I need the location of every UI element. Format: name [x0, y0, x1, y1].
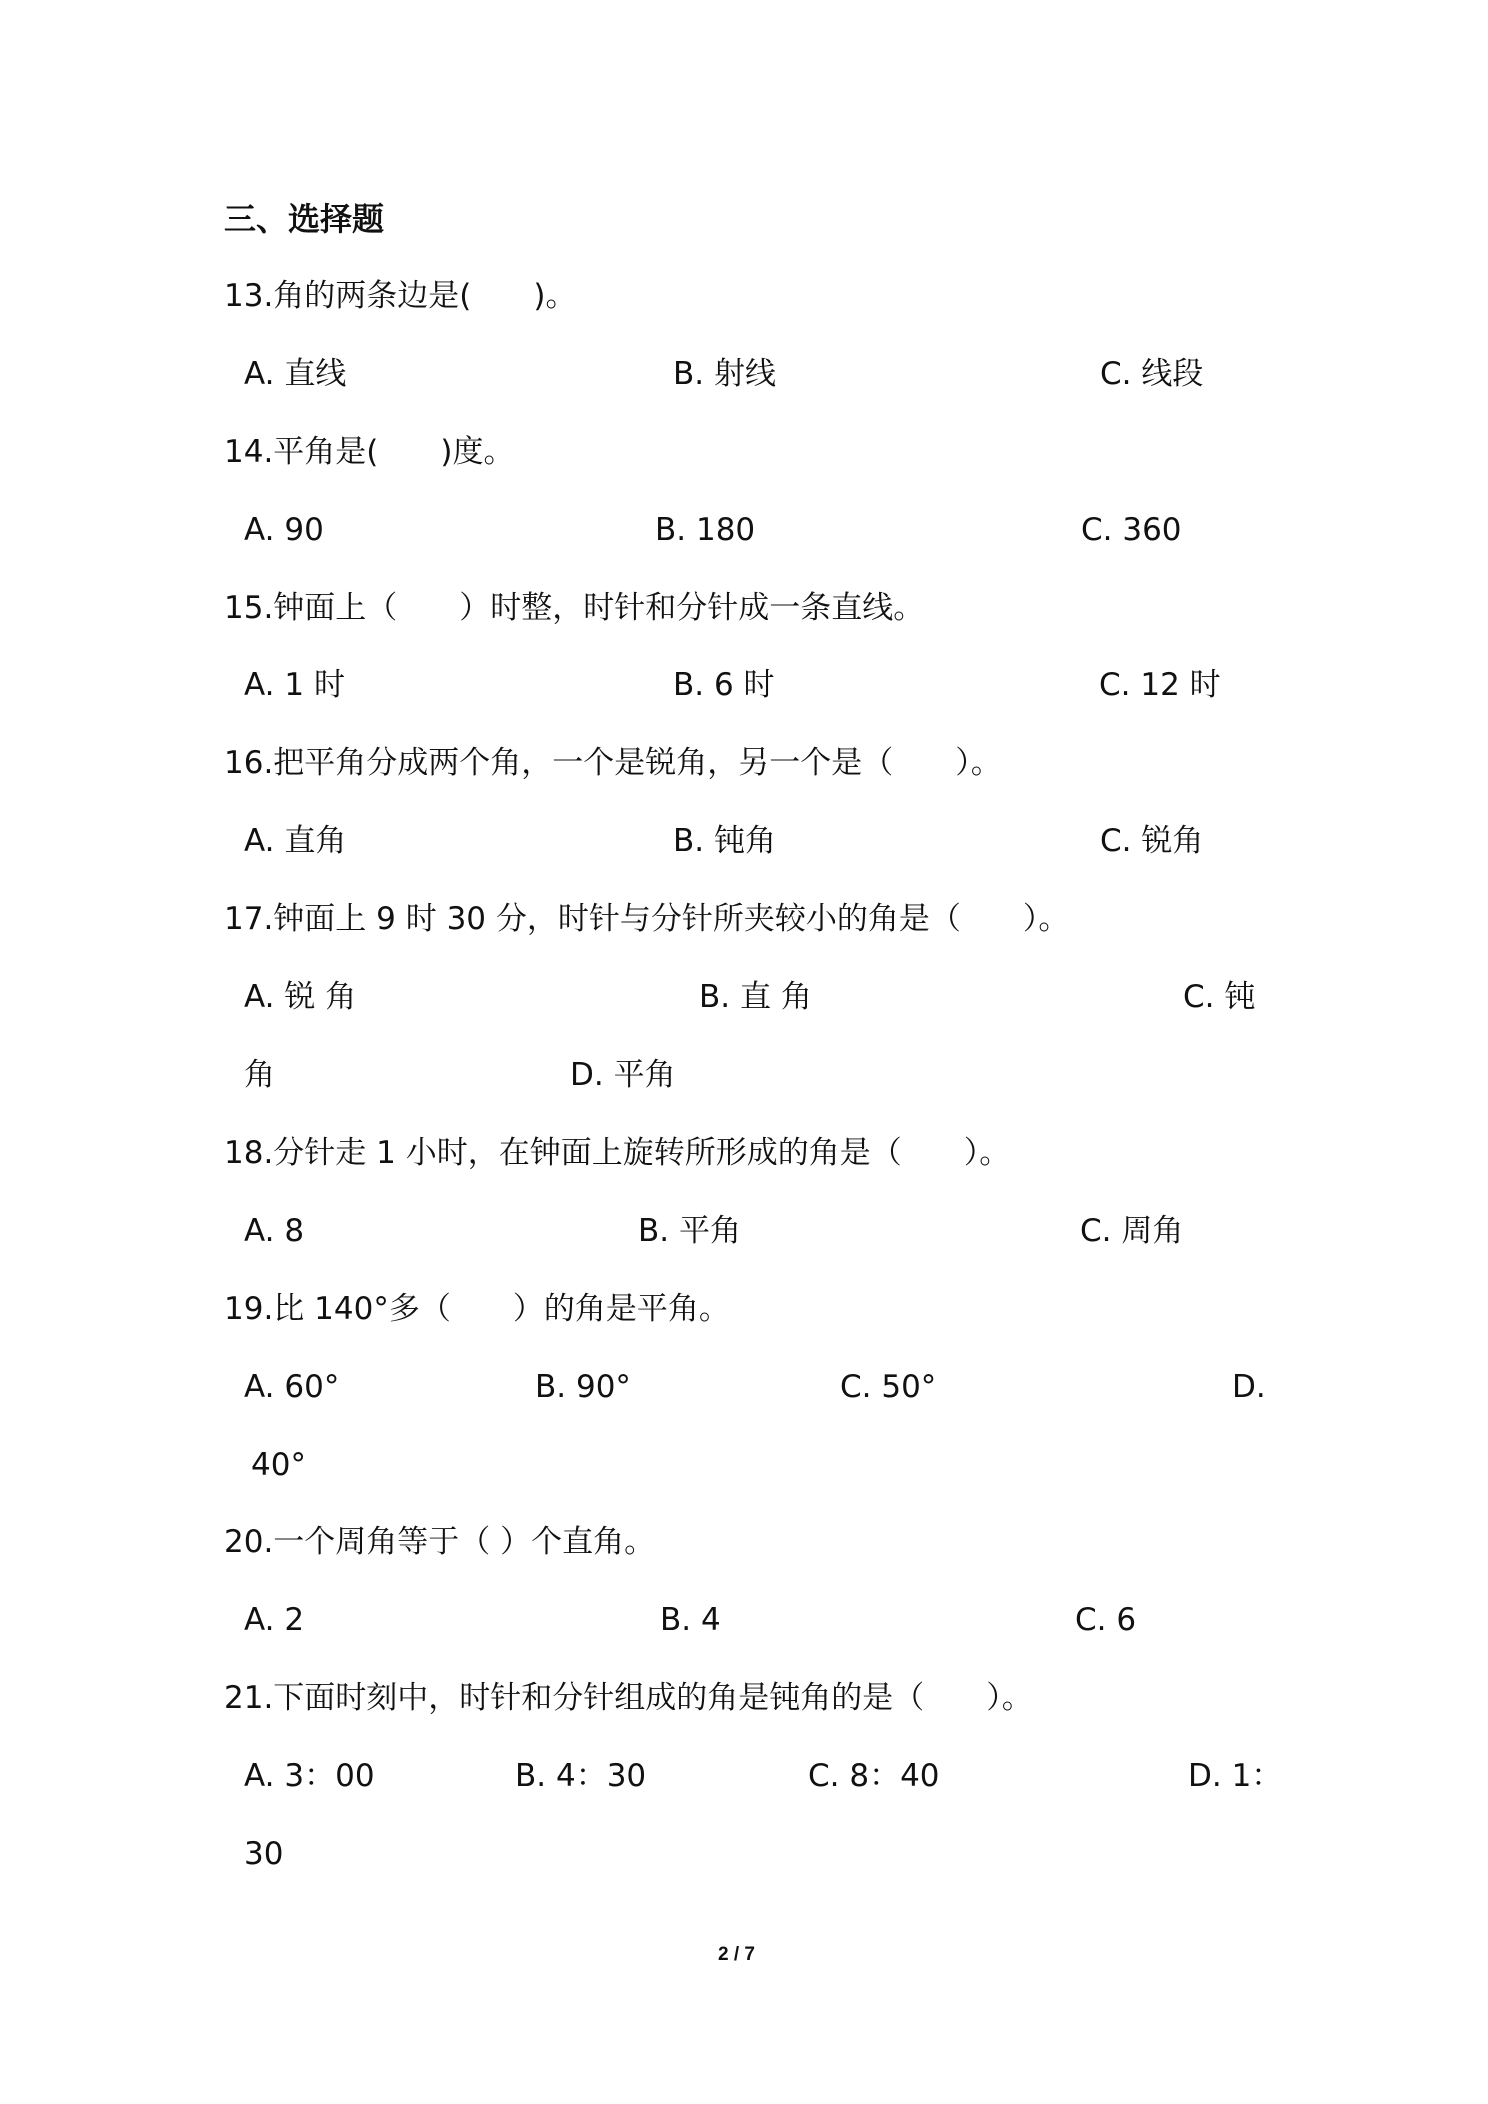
- question-16-option-a: A. 直角: [244, 823, 347, 859]
- question-21-option-c: C. 8：40: [808, 1758, 940, 1794]
- section-title: 三、选择题: [224, 200, 385, 238]
- question-15-option-b: B. 6 时: [673, 667, 775, 703]
- question-17-stem: 17.钟面上 9 时 30 分，时针与分针所夹较小的角是（ ）。: [224, 901, 1070, 937]
- question-14-option-b: B. 180: [655, 512, 756, 548]
- question-15-option-c: C. 12 时: [1099, 667, 1221, 703]
- question-19-option-d: D.: [1232, 1369, 1266, 1405]
- question-13-option-a: A. 直线: [244, 356, 347, 392]
- question-18-option-a: A. 8: [244, 1213, 305, 1249]
- question-13-option-c: C. 线段: [1100, 356, 1204, 392]
- question-19-option-c: C. 50°: [840, 1369, 937, 1405]
- question-18-option-b: B. 平角: [638, 1213, 741, 1249]
- question-21-stem: 21.下面时刻中，时针和分针组成的角是钝角的是（ ）。: [224, 1680, 1033, 1716]
- question-16-option-c: C. 锐角: [1100, 823, 1204, 859]
- question-21-option-d-wrap: 30: [244, 1836, 284, 1872]
- question-19-option-a: A. 60°: [244, 1369, 340, 1405]
- question-17-option-a: A. 锐 角: [244, 979, 357, 1015]
- question-16-stem: 16.把平角分成两个角，一个是锐角，另一个是（ ）。: [224, 745, 1002, 781]
- question-21-option-a: A. 3：00: [244, 1758, 375, 1794]
- question-17-option-c-wrap: 角: [244, 1057, 275, 1093]
- question-20-stem: 20.一个周角等于（ ）个直角。: [224, 1524, 656, 1560]
- question-20-option-a: A. 2: [244, 1602, 305, 1638]
- question-21-option-d: D. 1：: [1188, 1758, 1283, 1794]
- question-19-option-d-wrap: 40°: [251, 1447, 306, 1483]
- question-15-option-a: A. 1 时: [244, 667, 345, 703]
- question-17-option-d: D. 平角: [570, 1057, 676, 1093]
- question-21-option-b: B. 4：30: [515, 1758, 647, 1794]
- question-20-option-c: C. 6: [1075, 1602, 1137, 1638]
- question-19-option-b: B. 90°: [535, 1369, 631, 1405]
- page-number: 2 / 7: [718, 1944, 755, 1965]
- question-17-option-b: B. 直 角: [699, 979, 812, 1015]
- question-18-stem: 18.分针走 1 小时，在钟面上旋转所形成的角是（ ）。: [224, 1135, 1011, 1171]
- question-19-stem: 19.比 140°多（ ）的角是平角。: [224, 1291, 730, 1327]
- question-16-option-b: B. 钝角: [673, 823, 776, 859]
- question-14-option-c: C. 360: [1081, 512, 1182, 548]
- question-13-stem: 13.角的两条边是( )。: [224, 278, 577, 314]
- question-14-option-a: A. 90: [244, 512, 324, 548]
- question-13-option-b: B. 射线: [673, 356, 776, 392]
- question-14-stem: 14.平角是( )度。: [224, 434, 515, 470]
- question-17-option-c: C. 钝: [1183, 979, 1256, 1015]
- question-18-option-c: C. 周角: [1080, 1213, 1184, 1249]
- question-15-stem: 15.钟面上（ ）时整，时针和分针成一条直线。: [224, 590, 925, 626]
- question-20-option-b: B. 4: [660, 1602, 721, 1638]
